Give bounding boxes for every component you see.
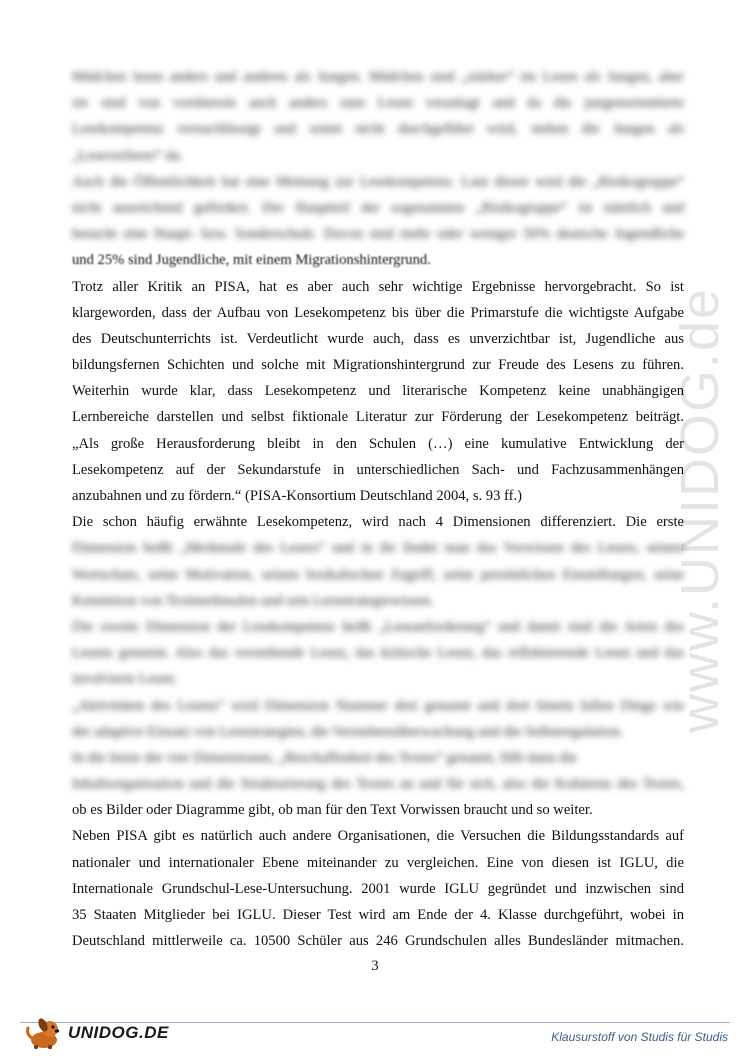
text-line: 35 Staaten Mitglieder bei IGLU. Dieser Test wird am Ende der 4. Klasse durchgeführt, wobei in [72,907,684,923]
clear-section-2 [72,797,684,954]
blurred-section-top [72,64,684,247]
text-line: des Deutschunterrichts ist. Verdeutlicht wurde auch, dass es unverzichtbar ist, Jugendliche aus [72,330,684,347]
blurred-section-middle [72,535,684,797]
text-line: nationaler und internationaler Ebene miteinander zu vergleichen. Eine von diesen ist IGLU, die [72,854,684,871]
text-line: Lesekompetenz vernachlässigt und somit nicht durchgeführt wird, stehen die Jungen als [72,121,684,138]
footer-tagline: Klausurstoff von Studis für Studis [551,1030,728,1044]
dog-mascot-icon [24,1016,66,1050]
body-text [72,64,684,954]
logo-wordmark: UNIDOG.DE [68,1023,169,1042]
watermark-text: www.UNIDOG.de [670,286,730,734]
page-number: 3 [371,958,379,974]
text-line: Mädchen lesen anders und anderes als Jungen. Mädchen sind „stärker“ im Lesen als Jungen, aber [72,69,684,85]
text-line: „Leseverlierer“ da. [72,147,183,164]
text-line: „Aktivitäten des Lesens“ wird Dimension Nummer drei genannt und dort hinein fallen Dinge wie [72,697,684,714]
text-line: involvierte Lesen. [72,671,178,688]
text-line: klargeworden, dass der Aufbau von Lesekompetenz bis über die Primarstufe die wichtigste Aufgabe [72,304,684,321]
text-line: Trotz aller Kritik an PISA, hat es aber auch sehr wichtige Ergebnisse hervorgebracht. So ist [72,278,684,295]
text-line: Die zweite Dimension der Lesekompetenz heißt „Leseanforderung“ und damit sind die Arten des [72,618,684,635]
text-line: Dimension heißt „Merkmale des Lesers“ und in ihr findet man das Vorwissen des Lesers, seinen [72,540,684,557]
text-line: Neben PISA gibt es natürlich auch andere Organisationen, die Versuchen die Bildungsstandards auf [72,828,684,845]
text-line: der adaptive Einsatz von Lesestrategien, die Verstehensüberwachung und die Selbstregulation. [72,723,624,740]
text-line: Kenntnisse von Textmerkmalen und sein Lernstrategiewissen. [72,592,434,609]
text-line: Deutschland mittlerweile ca. 10500 Schüler aus 246 Grundschulen alles Bundesländer mitmachen. [72,933,684,950]
text-line: Lernbereiche darstellen und selbst fiktionale Literatur zur Förderung der Lesekompetenz beiträgt. [72,409,684,426]
text-line: Lesens gemeint. Also das verstehende Lesen, das kritische Lesen, das reflektierende Lesen und das [72,645,684,662]
text-line: besucht eine Haupt- bzw. Sonderschule. Davon sind mehr oder weniger 50% deutsche Jugendliche [72,226,684,243]
text-line: nicht ausreichend gefördert. Der Hauptteil der sogenannten „Risikogruppe“ ist nämlich und [72,199,684,216]
text-line: Die schon häufig erwähnte Lesekompetenz, wird nach 4 Dimensionen differenziert. Die erste [72,514,684,531]
clear-section-1 [72,274,684,536]
text-line: Lesekompetenz auf der Sekundarstufe in unterschiedlichen Sach- und Fachzusammenhängen [72,461,684,478]
text-line: Weiterhin wurde klar, dass Lesekompetenz und literarische Kompetenz keine unabhängigen [72,383,684,400]
text-line: sie sind von vornherein auch anders zum Lesen veranlagt und da die jungenorientierte [72,95,684,112]
unidog-logo [24,1016,169,1050]
text-line: Auch die Öffentlichkeit hat eine Meinung zur Lesekompetenz. Laut dieser wird die „Risikogruppe“ [72,173,684,190]
text-line: bildungsfernen Schichten und solche mit Migrationshintergrund zur Freude des Lesens zu führen. [72,357,684,374]
text-line: anzubahnen und zu fördern.“ (PISA-Konsortium Deutschland 2004, s. 93 ff.) [72,488,523,504]
text-line: Internationale Grundschul-Lese-Untersuchung. 2001 wurde IGLU gegründet und inzwischen sind [72,880,684,897]
text-line: Wortschatz, seine Motivation, seinen lexikalischen Zugriff, seine persönlichen Einstellungen, seine [72,566,684,583]
text-line: ob es Bilder oder Diagramme gibt, ob man für den Text Vorwissen braucht und so weiter. [72,802,593,819]
text-line: Inhaltsorganisation und die Strukturierung des Textes an und für sich, also die Kohärenz des Textes, [72,776,684,793]
text-line-partially-blurred: und 25% sind Jugendliche, mit einem Migrationshintergrund. [72,252,431,269]
text-line: In die letzte der vier Dimensionen, „Beschaffenheit des Textes“ genannt, fällt dann die [72,749,577,766]
text-line: „Als große Herausforderung bleibt in den Schulen (…) eine kumulative Entwicklung der [72,435,684,452]
